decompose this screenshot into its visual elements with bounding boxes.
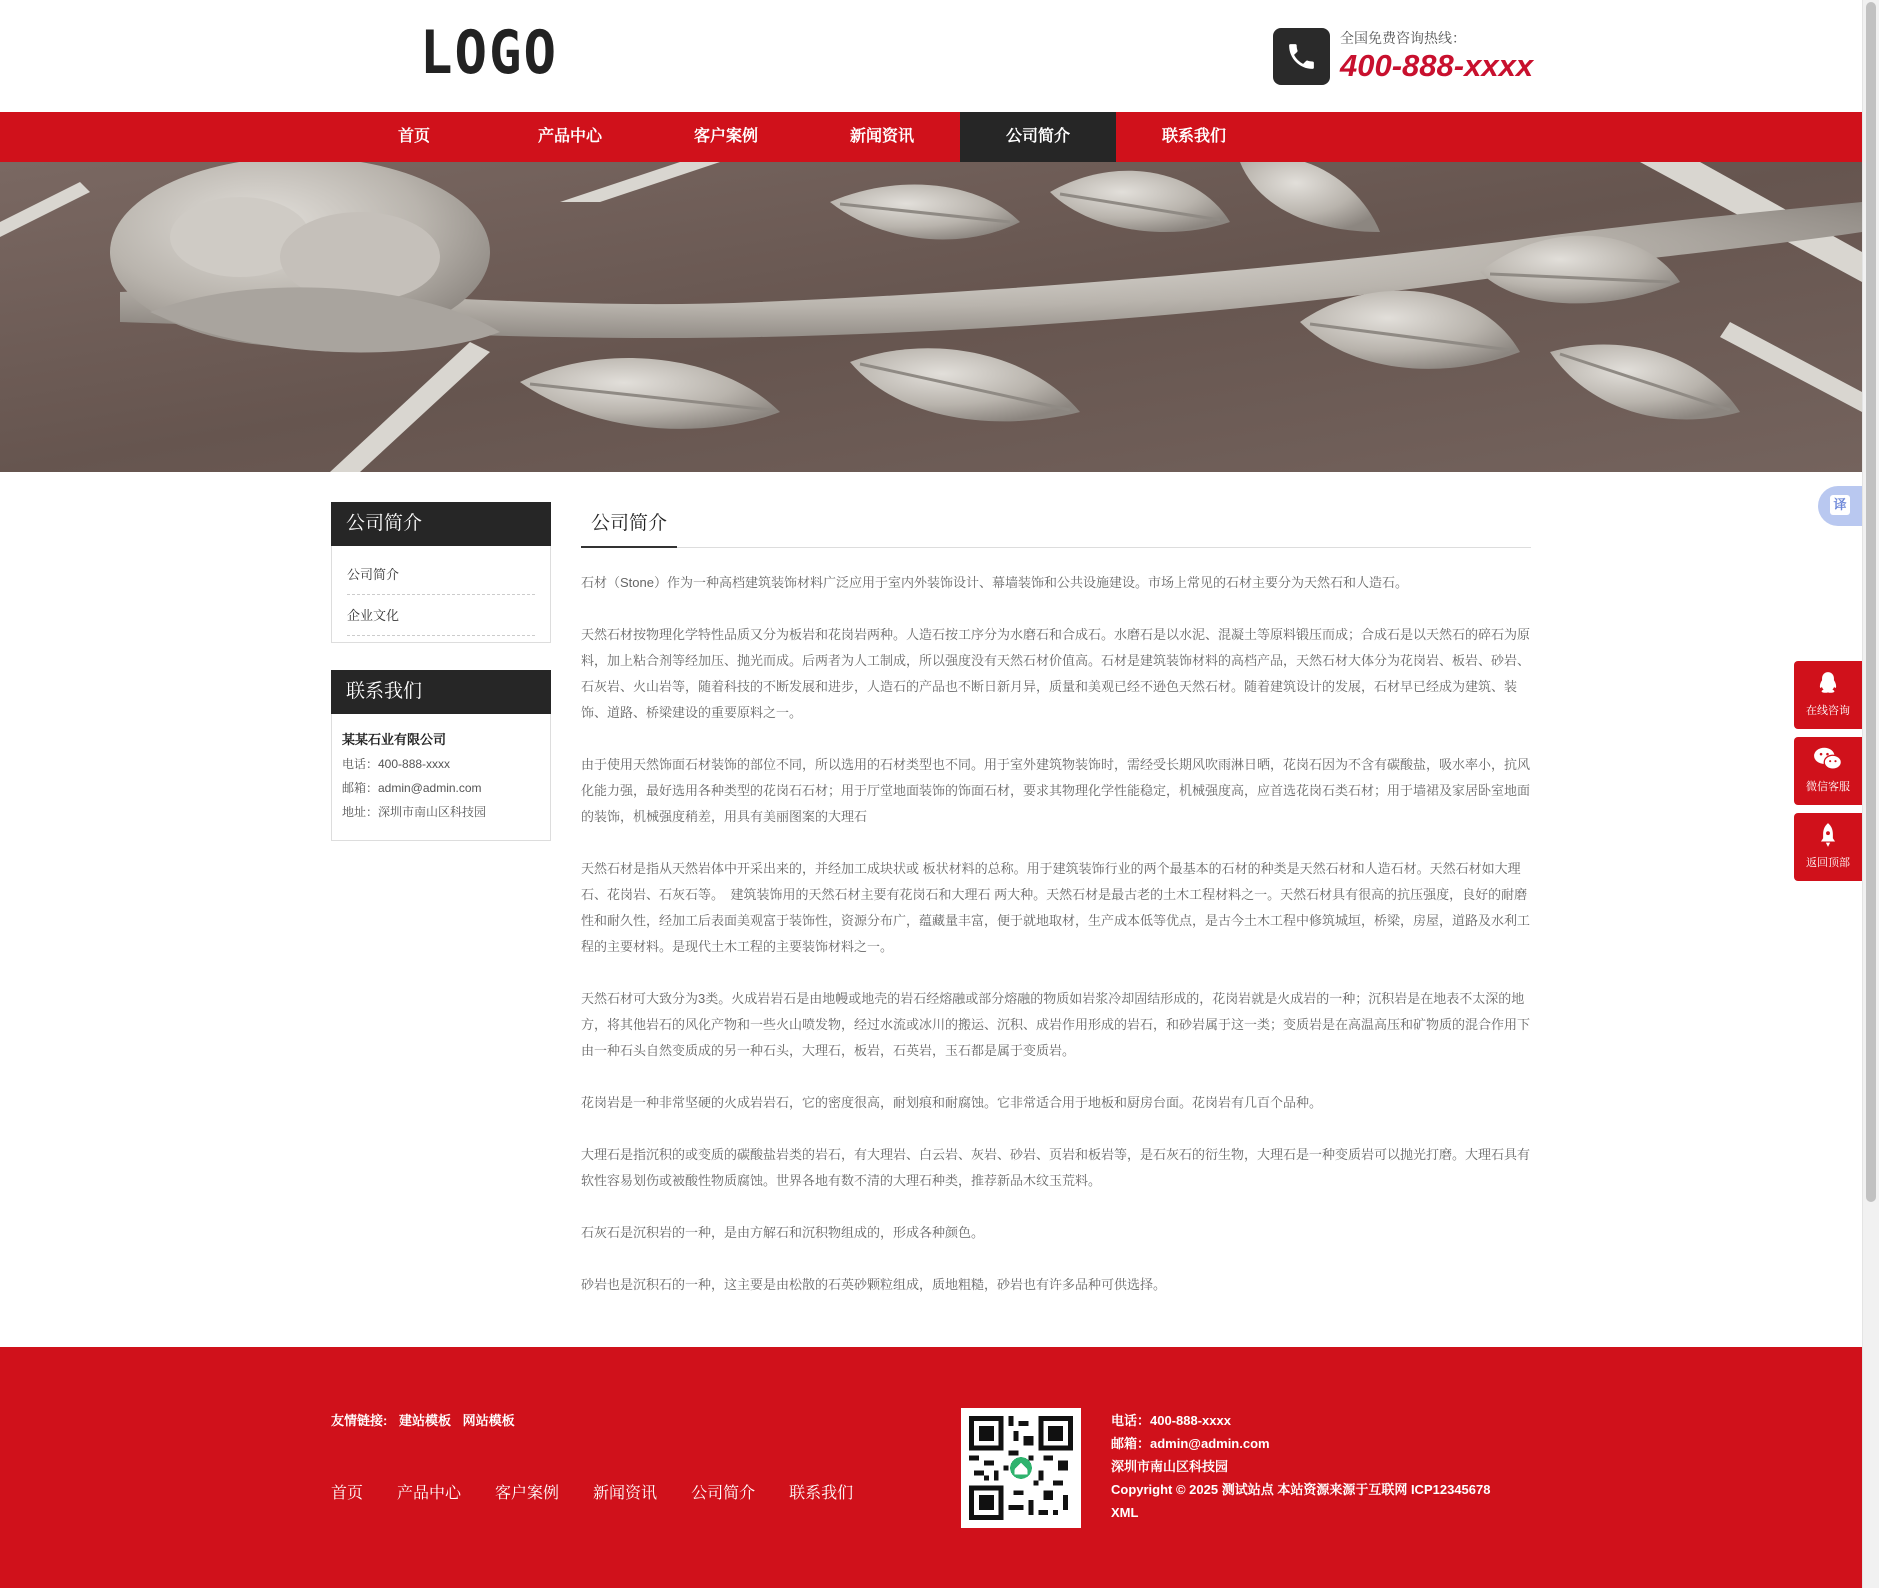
article-paragraph: 由于使用天然饰面石材装饰的部位不同，所以选用的石材类型也不同。用于室外建筑物装饰时，需经受长期风吹雨淋日晒，花岗石因为不含有碳酸盐，吸水率小，抗风化能力强，最好选用各种类型的花岗石石材；用于厅堂地面装饰的饰面石材，要求其物理化学性能稳定，机械强度高，应首选花岗石类石材；用于墙裙及家居卧室地面的装饰，机械强度稍差，用具有美丽图案的大理石: [581, 757, 1531, 824]
nav-item-contact[interactable]: 联系我们: [1161, 128, 1226, 145]
contact-company: 某某石业有限公司: [342, 732, 447, 747]
scrollbar-thumb[interactable]: [1866, 2, 1876, 1202]
translate-button[interactable]: [1818, 486, 1862, 526]
footer-nav-home[interactable]: 首页: [331, 1485, 364, 1502]
sidebar-contact-title: 联系我们: [331, 670, 551, 714]
page-scrollbar[interactable]: [1862, 0, 1879, 1588]
footer-nav-news[interactable]: 新闻资讯: [593, 1485, 658, 1502]
footer-nav-cases[interactable]: 客户案例: [495, 1485, 560, 1502]
contact-address: 地址：深圳市南山区科技园: [342, 805, 487, 819]
article-paragraph: 花岗岩是一种非常坚硬的火成岩岩石，它的密度很高，耐划痕和耐腐蚀。它非常适合用于地板和厨房台面。花岗岩有几百个品种。: [581, 1095, 1323, 1110]
friend-links: [331, 1410, 523, 1429]
nav-item-news[interactable]: 新闻资讯: [849, 128, 914, 145]
friend-link[interactable]: 建站模板: [398, 1413, 451, 1428]
article-paragraph: 天然石材是指从天然岩体中开采出来的，并经加工成块状或 板状材料的总称。用于建筑装饰行业的两个最基本的石材的种类是天然石材和人造石材。天然石材如大理石、花岗岩、石灰石等。 建筑装饰用的天然石材主要有花岗石和大理石 两大种。天然石材是最古老的土木工程材料之一。天然石材具有很高的抗压强度，良好的耐磨性和耐久性，经加工后表面美观富于装饰性，资源分布广，蕴藏量丰富，便于就地取材，生产成本低等优点，是古今土木工程中修筑城垣，桥梁，房屋，道路及水利工程的主要材料。是现代土木工程的主要装饰材料之一。: [581, 861, 1531, 954]
main-content: [581, 502, 1531, 1324]
contact-phone: 电话：400-888-xxxx: [342, 757, 451, 771]
online-consult-button[interactable]: [1794, 661, 1862, 729]
online-consult-label: 在线咨询: [1806, 705, 1850, 717]
page-title: 公司简介: [581, 502, 677, 548]
article-paragraph: 天然石材可大致分为3类。火成岩岩石是由地幔或地壳的岩石经熔融或部分熔融的物质如岩浆冷却固结形成的，花岗岩就是火成岩的一种；沉积岩是在地表不太深的地方，将其他岩石的风化产物和一些火山喷发物，经过水流或冰川的搬运、沉积、成岩作用形成的岩石，和砂岩属于这一类；变质岩是在高温高压和矿物质的混合作用下由一种石头自然变质成的另一种石头，大理石，板岩，石英岩，玉石都是属于变质岩。: [581, 991, 1531, 1058]
footer-contact-info: [1111, 1409, 1490, 1524]
article-paragraph: 砂岩也是沉积石的一种，这主要是由松散的石英砂颗粒组成，质地粗糙，砂岩也有许多品种可供选择。: [581, 1277, 1167, 1292]
contact-email: 邮箱：admin@admin.com: [342, 781, 482, 795]
footer-copyright: Copyright © 2025 测试站点 本站资源来源于互联网 ICP12345678: [1111, 1482, 1491, 1497]
nav-item-cases[interactable]: 客户案例: [693, 128, 758, 145]
banner-image: [0, 162, 1862, 472]
phone-icon: [1273, 28, 1330, 85]
article-paragraph: 天然石材按物理化学特性品质又分为板岩和花岗岩两种。人造石按工序分为水磨石和合成石。水磨石是以水泥、混凝土等原料锻压而成；合成石是以天然石的碎石为原料，加上粘合剂等经加压、抛光而成。后两者为人工制成，所以强度没有天然石材价值高。石材是建筑装饰材料的高档产品，天然石材大体分为花岗岩、板岩、砂岩、石灰岩、火山岩等，随着科技的不断发展和进步，人造石的产品也不断日新月异，质量和美观已经不逊色天然石材。随着建筑设计的发展，石材早已经成为建筑、装饰、道路、桥梁建设的重要原料之一。: [581, 627, 1531, 720]
sidebar-link-culture[interactable]: 企业文化: [347, 595, 535, 636]
qr-code: [961, 1408, 1081, 1528]
hotline-label: 全国免费咨询热线：: [1340, 30, 1466, 46]
footer-xml-link[interactable]: XML: [1111, 1505, 1139, 1520]
footer-nav-products[interactable]: 产品中心: [397, 1485, 462, 1502]
friend-link[interactable]: 网站模板: [462, 1413, 515, 1428]
wechat-service-label: 微信客服: [1806, 781, 1850, 793]
hotline: [1273, 26, 1533, 86]
footer-nav: [331, 1480, 887, 1503]
sidebar-contact: [331, 670, 551, 841]
back-to-top-button[interactable]: [1794, 813, 1862, 881]
wechat-icon: [1813, 746, 1843, 772]
footer-address: 深圳市南山区科技园: [1111, 1459, 1229, 1474]
nav-item-products[interactable]: 产品中心: [537, 128, 602, 145]
footer-nav-about[interactable]: 公司简介: [691, 1485, 756, 1502]
back-to-top-label: 返回顶部: [1806, 857, 1850, 869]
nav-item-home[interactable]: 首页: [397, 128, 430, 145]
translate-icon: 译: [1830, 495, 1850, 515]
friend-links-label: 友情链接:: [331, 1413, 388, 1428]
nav-item-about[interactable]: 公司简介: [960, 112, 1116, 162]
hotline-number: 400-888-xxxx: [1340, 48, 1534, 83]
qq-icon: [1815, 670, 1841, 696]
article-body: [581, 548, 1531, 1298]
article-paragraph: 石材（Stone）作为一种高档建筑装饰材料广泛应用于室内外装饰设计、幕墙装饰和公共设施建设。市场上常见的石材主要分为天然石和人造石。: [581, 575, 1408, 590]
footer-phone: 电话：400-888-xxxx: [1111, 1413, 1231, 1428]
site-footer: [0, 1347, 1862, 1588]
site-header: [0, 0, 1862, 112]
site-logo[interactable]: LOGO: [420, 17, 559, 88]
article-paragraph: 石灰石是沉积岩的一种，是由方解石和沉积物组成的，形成各种颜色。: [581, 1225, 985, 1240]
rocket-icon: [1815, 822, 1841, 848]
sidebar-about-title: 公司简介: [331, 502, 551, 546]
wechat-service-button[interactable]: [1794, 737, 1862, 805]
footer-email: 邮箱：admin@admin.com: [1111, 1436, 1270, 1451]
sidebar-link-about[interactable]: 公司简介: [347, 554, 535, 595]
footer-nav-contact[interactable]: 联系我们: [789, 1485, 854, 1502]
sidebar-about: [331, 502, 551, 643]
main-nav: [0, 112, 1862, 162]
article-paragraph: 大理石是指沉积的或变质的碳酸盐岩类的岩石，有大理岩、白云岩、灰岩、砂岩、页岩和板岩等，是石灰石的衍生物，大理石是一种变质岩可以抛光打磨。大理石具有软性容易划伤或被酸性物质腐蚀。世界各地有数不清的大理石种类，推荐新品木纹玉荒料。: [581, 1147, 1531, 1188]
